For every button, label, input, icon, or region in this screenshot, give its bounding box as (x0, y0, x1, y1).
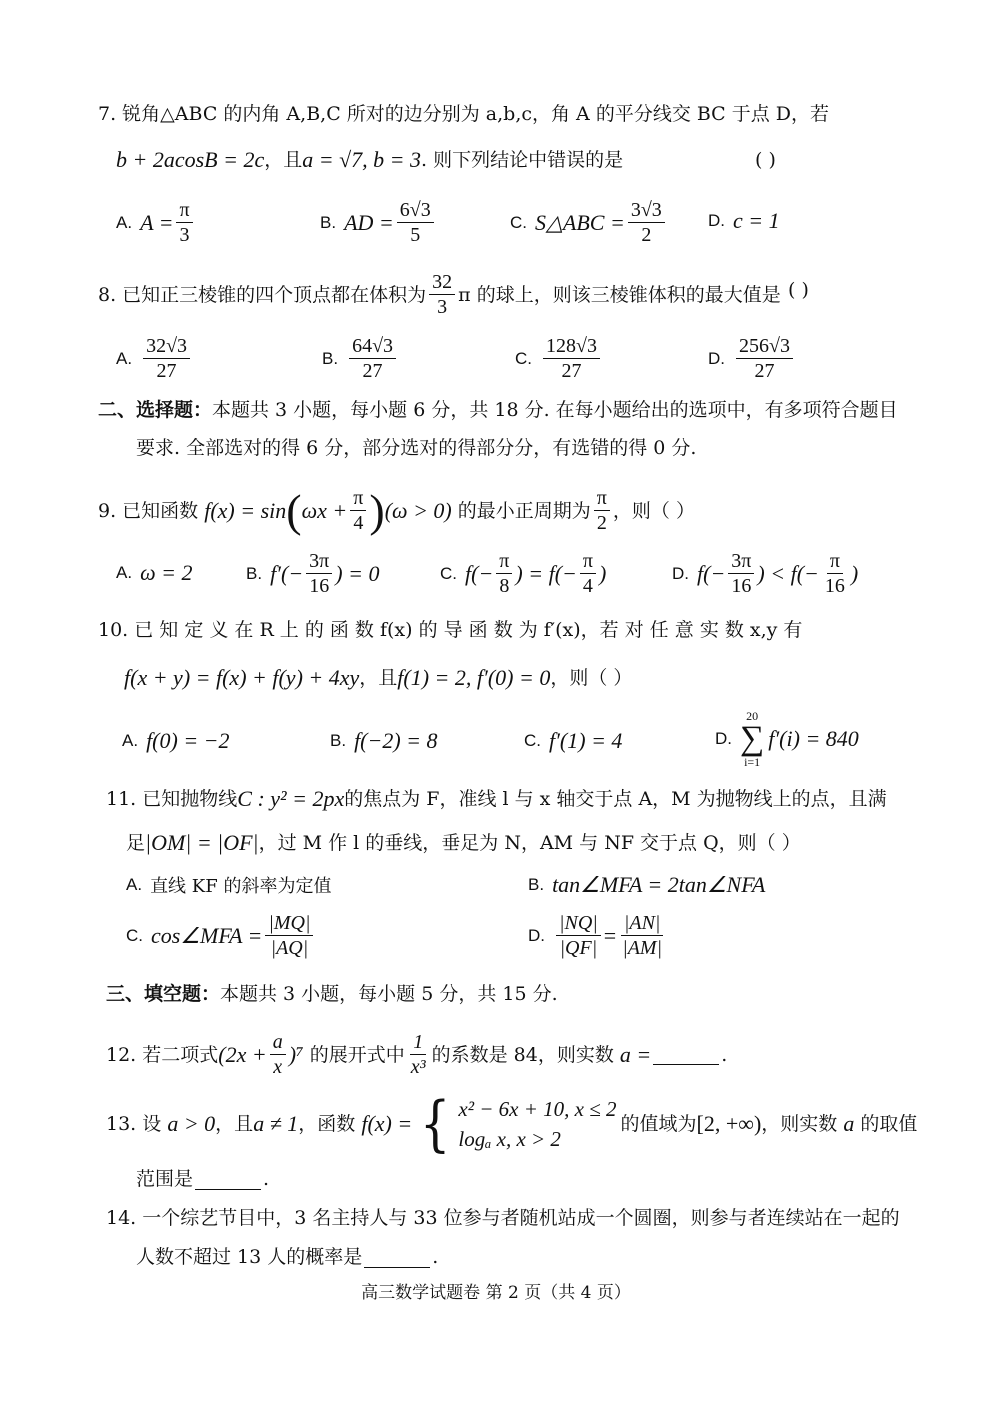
q11-option-a: A. 直线 KF 的斜率为定值 (126, 875, 332, 897)
q8-option-a: A. $\frac{32√3}{27}$ (116, 334, 193, 383)
q9-option-c: C. f(− $\frac{\pi}{8}$ ) = f(− $\frac{\pi}{4}$ ) (440, 550, 607, 597)
q13-line2: 范围是 . (136, 1168, 270, 1190)
piecewise-function: { x² − 6x + 10, x ≤ 2 logₐ x, x > 2 (420, 1089, 617, 1159)
q9-option-b: B. f′(− $\frac{3\pi}{16}$ ) = 0 (246, 550, 380, 597)
q11-line1: 11. 已知抛物线 C : y² = 2px 的焦点为 F，准线 l 与 x 轴交于点 A，M 为抛物线上的点，且满 (106, 786, 887, 811)
q7-option-b: B. AD = $\frac{6√3}{5}$ (320, 198, 437, 247)
section2-instructions: 要求. 全部选对的得 6 分，部分选对的得部分分，有选错的得 0 分. (136, 437, 697, 459)
q7-option-a: A. A = $\frac{\pi}{3}$ (116, 198, 196, 247)
q12-answer-blank[interactable] (653, 1044, 719, 1065)
q14-line1: 14. 一个综艺节目中，3 名主持人与 33 位参与者随机站成一个圆圈，则参与者连续站在一起的 (106, 1207, 900, 1229)
q7-option-c: C. S△ABC = $\frac{3√3}{2}$ (510, 198, 668, 247)
q8-option-d: D. $\frac{256√3}{27}$ (708, 334, 796, 383)
q10-line2: f(x + y) = f(x) + f(y) + 4xy ，且 f(1) = 2, f′(0) = 0 ，则（ ） (124, 665, 633, 690)
q10-option-d: D. 20 ∑ i=1 f′(i) = 840 (715, 709, 859, 769)
q12-stem: 12. 若二项式 (2x + $\frac{a}{x}$ )⁷ 的展开式中 $\frac{1}{\text{x³}}$ 的系数是 84，则实数 a = . (106, 1031, 728, 1078)
q7-line1: 7. 锐角△ABC 的内角 A,B,C 所对的边分别为 a,b,c，角 A 的平分线交 BC 于点 D，若 (98, 103, 830, 125)
q9-stem: 9. 已知函数 f(x) = sin ( ωx + $\frac{\pi}{4}$ ) (ω > 0) 的最小正周期为 $\frac{\pi}{2}$ ，则（ ） (98, 484, 695, 536)
q13-stem: 13. 设 a > 0 ，且 a ≠ 1 ，函数 f(x) = { x² − 6x + 10, x ≤ 2 logₐ x, x > 2 的值域为 [2, +∞) ，则实数 a 的取值 (106, 1089, 918, 1159)
q10-line1: 10. 已 知 定 义 在 R 上 的 函 数 f(x) 的 导 函 数 为 f′(x)，若 对 任 意 实 数 x,y 有 (98, 619, 803, 641)
q9-option-a: A. ω = 2 (116, 560, 193, 585)
section3-heading: 三、填空题：本题共 3 小题，每小题 5 分，共 15 分. (106, 983, 558, 1005)
q10-option-a: A. f(0) = −2 (122, 728, 230, 753)
q8-option-c: C. $\frac{128√3}{27}$ (515, 334, 603, 383)
q9-option-d: D. f(− $\frac{3\pi}{16}$ ) < f(− $\frac{\pi}{16}$ ) (672, 550, 859, 597)
q7-option-d: D. c = 1 (708, 208, 780, 233)
q11-option-b: B. tan∠MFA = 2tan∠NFA (528, 872, 766, 897)
q8-stem: 8. 已知正三棱锥的四个顶点都在体积为 $\frac{32}{3}$ π 的球上，则该三棱锥体积的最大值是 (98, 271, 781, 318)
q13-answer-blank[interactable] (195, 1169, 261, 1190)
q11-option-c: C. cos∠MFA = $\frac{|MQ|}{|AQ|}$ (126, 911, 316, 960)
q8-answer-paren: ( ) (788, 279, 809, 301)
q11-line2: 足 |OM| = |OF| ，过 M 作 l 的垂线，垂足为 N，AM 与 NF 交于点 Q，则（ ） (126, 830, 801, 855)
q8-option-b: B. $\frac{64√3}{27}$ (322, 334, 399, 383)
q10-option-b: B. f(−2) = 8 (330, 728, 438, 753)
page-footer: 高三数学试题卷 第 2 页（共 4 页） (361, 1283, 631, 1303)
q14-answer-blank[interactable] (364, 1247, 430, 1268)
q11-option-d: D. $\frac{|NQ|}{|QF|}$ = $\frac{|AN|}{|AM|}$ (528, 912, 663, 959)
section2-heading: 二、选择题：本题共 3 小题，每小题 6 分，共 18 分. 在每小题给出的选项中，有多项符合题目 (98, 399, 898, 421)
q7-line2: b + 2acosB = 2c ，且 a = √7, b = 3 . 则下列结论中错误的是 (116, 147, 624, 172)
q7-answer-paren: ( ) (755, 149, 776, 171)
q10-option-c: C. f′(1) = 4 (524, 728, 623, 753)
q14-line2: 人数不超过 13 人的概率是 . (136, 1246, 439, 1268)
summation-symbol: 20 ∑ i=1 (740, 709, 765, 769)
